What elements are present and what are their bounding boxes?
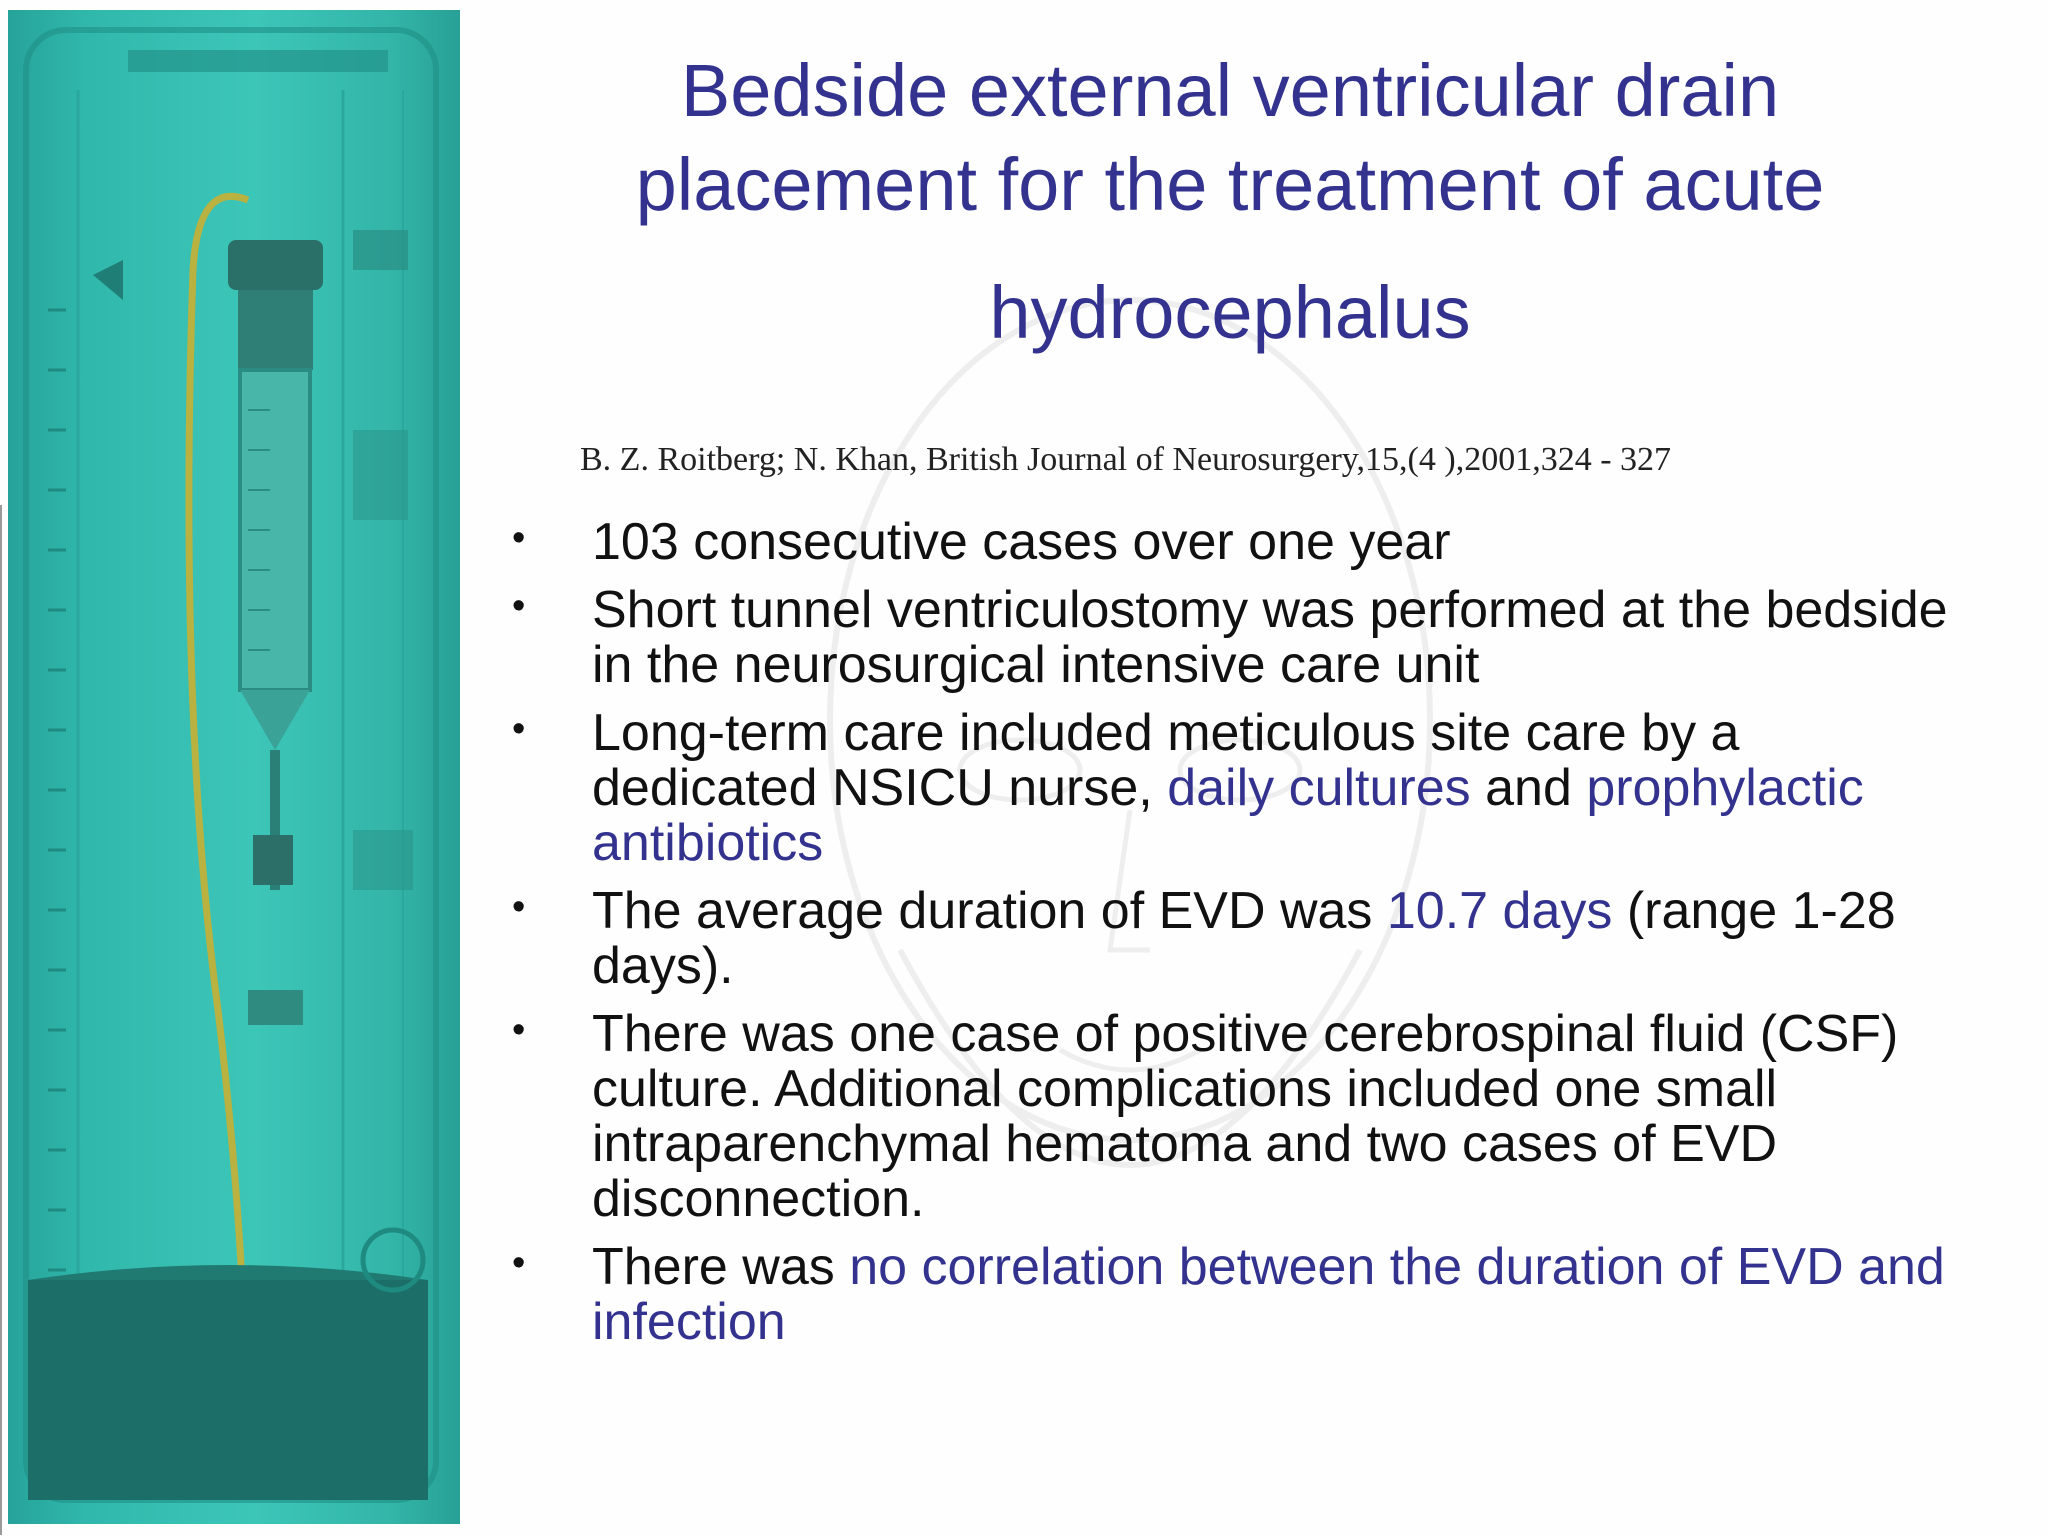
highlight-text: daily cultures [1167, 759, 1471, 817]
bullet-text: (range 1-28 days). [592, 882, 1896, 995]
evd-drainage-system-photo [8, 10, 460, 1524]
bullet-item [512, 1007, 1962, 1227]
bullet-item [512, 515, 1962, 570]
bullet-dot: • [512, 517, 526, 559]
bullet-item [512, 583, 1962, 693]
bullet-dot: • [512, 708, 526, 750]
bullet-text: Short tunnel ventriculostomy was performed at the bedside in the neurosurgical intensive care unit [592, 581, 1948, 694]
bullet-text: Long-term care included meticulous site care by a dedicated NSICU nurse, [592, 704, 1740, 817]
highlight-text: 10.7 days [1386, 882, 1613, 940]
bullet-item [512, 1240, 1962, 1350]
divider-line [0, 505, 2, 1535]
bullet-dot: • [512, 1009, 526, 1051]
bullet-text: There was [592, 1238, 850, 1296]
bullet-dot: • [512, 585, 526, 627]
bullet-text: and [1470, 759, 1587, 817]
bullet-dot: • [512, 1242, 526, 1284]
title-line-2: placement for the treatment of acute [635, 143, 1825, 226]
title-line-1: Bedside external ventricular drain [680, 49, 1780, 132]
bullet-text: 103 consecutive cases over one year [592, 513, 1451, 571]
bullet-dot: • [512, 886, 526, 928]
highlight-text: prophylactic antibiotics [592, 759, 1864, 872]
bullet-item [512, 706, 1962, 871]
title-line-3: hydrocephalus [989, 271, 1471, 354]
highlight-text: no correlation between the duration of EVD and infection [592, 1238, 1945, 1351]
bullet-text: The average duration of EVD was [592, 882, 1387, 940]
citation: B. Z. Roitberg; N. Khan, British Journal of Neurosurgery,15,(4 ),2001,324 - 327 [580, 441, 1672, 478]
bullet-text: There was one case of positive cerebrospinal fluid (CSF) culture. Additional complications included one small intraparenchymal hematoma and two cases of EVD disconnection. [592, 1005, 1899, 1228]
slide-title [560, 44, 1900, 360]
bullet-item [512, 884, 1962, 994]
bullet-list [512, 515, 1962, 1363]
